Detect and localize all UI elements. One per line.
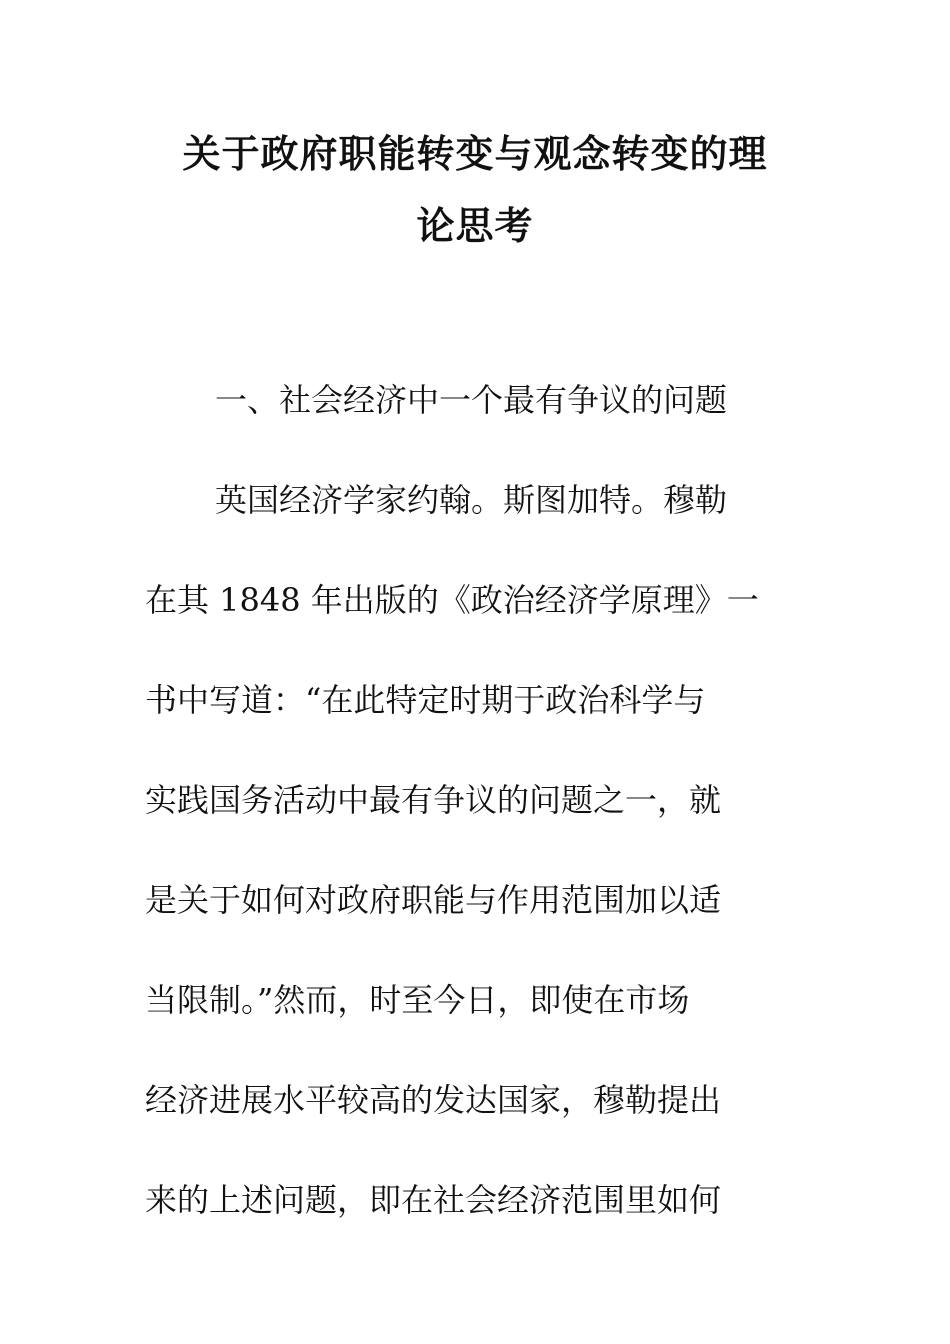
- paragraph-line-1: 英国经济学家约翰。斯图加特。穆勒: [215, 481, 728, 519]
- paragraph-line-6: 当限制。”然而，时至今日，即使在市场: [145, 981, 690, 1019]
- paragraph-line-3: 书中写道：“在此特定时期于政治科学与: [145, 681, 706, 719]
- paragraph-line-8: 来的上述问题，即在社会经济范围里如何: [145, 1181, 722, 1219]
- title-line-2: 论思考: [416, 203, 534, 248]
- paragraph-line-4: 实践国务活动中最有争议的问题之一，就: [145, 781, 722, 819]
- document-title: [145, 118, 805, 262]
- section-heading: 一、社会经济中一个最有争议的问题: [215, 381, 728, 419]
- paragraph-line-7: 经济进展水平较高的发达国家，穆勒提出: [145, 1081, 722, 1119]
- paragraph-line-5: 是关于如何对政府职能与作用范围加以适: [145, 881, 722, 919]
- paragraph-line-2: 在其 1848 年出版的《政治经济学原理》一: [145, 581, 759, 619]
- title-line-1: 关于政府职能转变与观念转变的理: [182, 131, 768, 176]
